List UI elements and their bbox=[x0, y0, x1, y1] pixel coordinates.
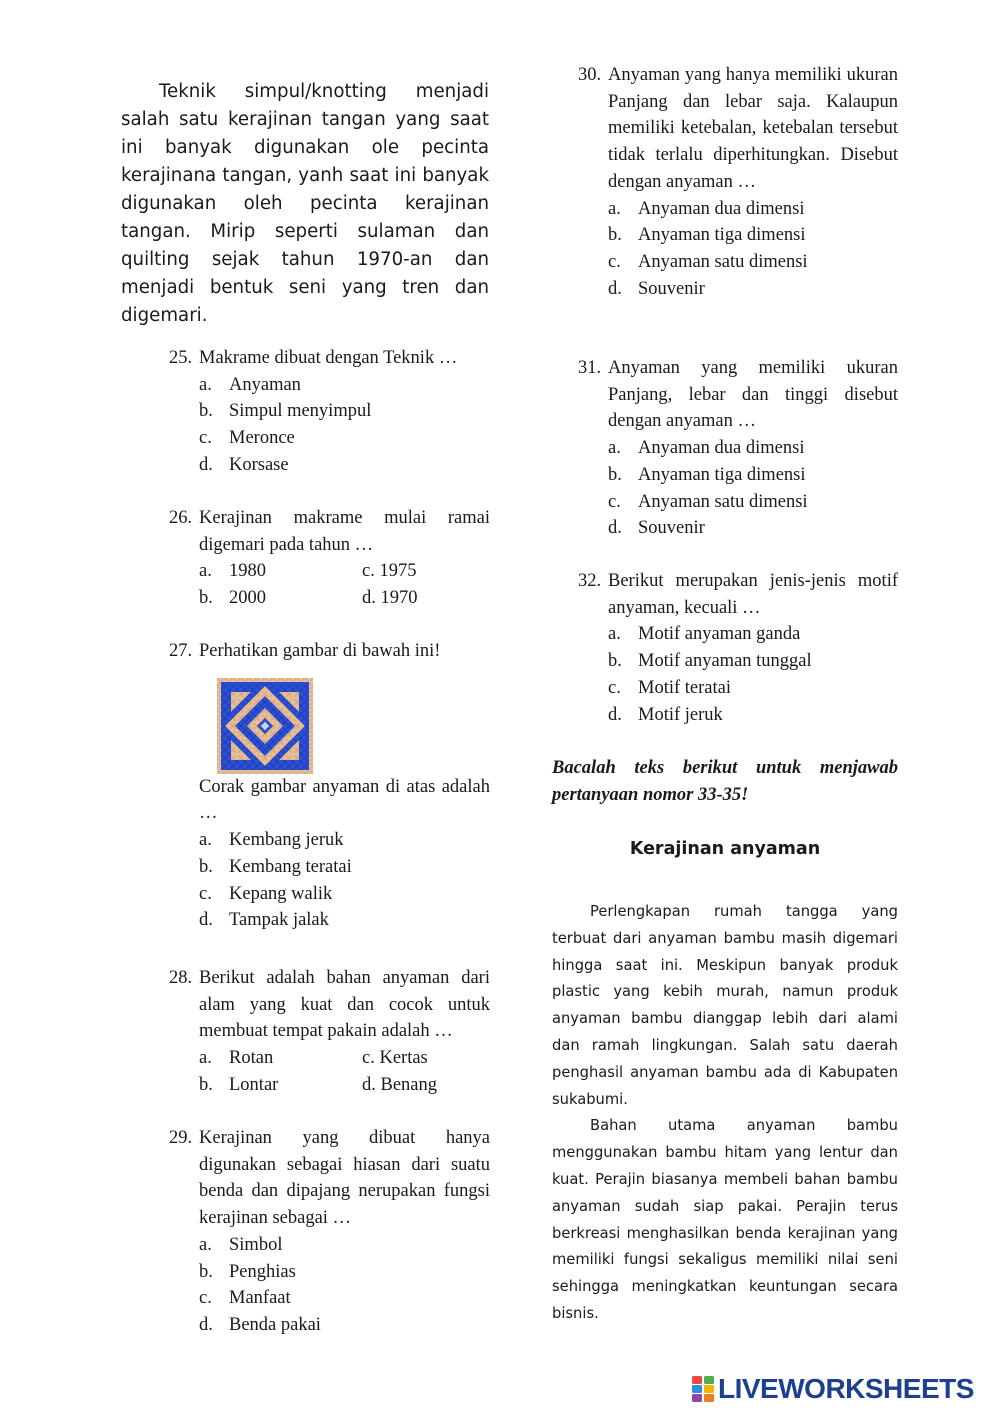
option-letter: d. bbox=[608, 278, 622, 299]
option-letter: a. bbox=[199, 1048, 212, 1069]
option-letter: d. bbox=[199, 1314, 213, 1335]
option-text: Meronce bbox=[229, 428, 295, 449]
option-text: 1970 bbox=[380, 588, 418, 609]
option-text: Benda pakai bbox=[229, 1314, 321, 1335]
option-d[interactable] bbox=[199, 452, 490, 479]
option-text: Motif teratai bbox=[638, 677, 731, 698]
option-a[interactable] bbox=[199, 1045, 362, 1072]
question-30 bbox=[578, 62, 898, 302]
option-letter: a. bbox=[199, 1234, 212, 1255]
option-text: Kembang teratai bbox=[229, 856, 352, 877]
reading-passage bbox=[552, 899, 898, 1328]
option-letter: c. bbox=[608, 251, 621, 272]
option-b[interactable] bbox=[199, 585, 362, 612]
option-b[interactable] bbox=[199, 398, 490, 425]
option-text: Souvenir bbox=[638, 518, 705, 539]
option-letter: d. bbox=[608, 518, 622, 539]
option-letter: c. bbox=[362, 1048, 375, 1069]
option-text: Souvenir bbox=[638, 278, 705, 299]
option-letter: b. bbox=[608, 464, 622, 485]
option-d[interactable] bbox=[199, 1312, 490, 1339]
option-a[interactable] bbox=[199, 558, 362, 585]
option-letter: a. bbox=[199, 830, 212, 851]
option-a[interactable] bbox=[199, 372, 490, 399]
option-letter: c. bbox=[199, 883, 212, 904]
question-26 bbox=[169, 505, 490, 612]
option-text: Simpul menyimpul bbox=[229, 401, 372, 422]
option-letter: d. bbox=[608, 704, 622, 725]
option-text: Anyaman dua dimensi bbox=[638, 198, 805, 219]
option-letter: a. bbox=[199, 561, 212, 582]
option-text: 1980 bbox=[229, 561, 266, 582]
option-letter: a. bbox=[608, 438, 621, 459]
option-text: Penghias bbox=[229, 1261, 296, 1282]
option-b[interactable] bbox=[199, 1072, 362, 1099]
option-text: Kertas bbox=[379, 1048, 428, 1069]
option-letter: b. bbox=[199, 1261, 213, 1282]
option-text: 2000 bbox=[229, 588, 266, 609]
question-number: 31. bbox=[578, 358, 602, 378]
option-letter: b. bbox=[608, 651, 622, 672]
option-letter: c. bbox=[608, 677, 621, 698]
weave-pattern-image bbox=[217, 678, 313, 774]
option-b[interactable] bbox=[608, 648, 898, 675]
option-c[interactable] bbox=[362, 1045, 490, 1072]
option-c[interactable] bbox=[199, 1285, 490, 1312]
question-number: 28. bbox=[169, 968, 193, 988]
option-a[interactable] bbox=[608, 435, 898, 462]
option-letter: b. bbox=[199, 401, 213, 422]
option-d[interactable] bbox=[199, 907, 490, 934]
option-text: Motif jeruk bbox=[638, 704, 723, 725]
option-text: Benang bbox=[380, 1074, 438, 1095]
question-text: Berikut merupakan jenis-jenis motif anyaman, kecuali … bbox=[608, 571, 898, 618]
option-c[interactable] bbox=[362, 558, 490, 585]
option-c[interactable] bbox=[199, 881, 490, 908]
option-text: Rotan bbox=[229, 1048, 274, 1069]
question-31 bbox=[578, 355, 898, 542]
question-25 bbox=[169, 345, 490, 479]
option-letter: d. bbox=[199, 910, 213, 931]
option-text: Lontar bbox=[229, 1074, 279, 1095]
liveworksheets-logo-icon bbox=[692, 1376, 714, 1402]
question-text: Kerajinan makrame mulai ramai digemari pada tahun … bbox=[199, 508, 490, 555]
option-text: Motif anyaman tunggal bbox=[638, 651, 812, 672]
option-letter: c. bbox=[362, 561, 375, 582]
option-text: Kepang walik bbox=[229, 883, 333, 904]
option-text: 1975 bbox=[379, 561, 417, 582]
option-letter: b. bbox=[199, 1074, 213, 1095]
option-text: Anyaman tiga dimensi bbox=[638, 225, 806, 246]
reading-paragraph: Bahan utama anyaman bambu menggunakan bambu hitam yang lentur dan kuat. Perajin biasanya membeli bahan bambu anyaman sudah siap pakai. Perajin terus berkreasi menghasilkan benda kerajinan yang memiliki fungsi sekaligus memiliki nilai seni sehingga meningkatkan keuntungan secara bisnis. bbox=[552, 1117, 898, 1322]
option-text: Anyaman tiga dimensi bbox=[638, 464, 806, 485]
option-text: Anyaman satu dimensi bbox=[638, 491, 808, 512]
question-number: 25. bbox=[169, 348, 193, 368]
option-c[interactable] bbox=[199, 425, 490, 452]
option-text: Motif anyaman ganda bbox=[638, 624, 801, 645]
question-number: 26. bbox=[169, 508, 193, 528]
option-a[interactable] bbox=[199, 1232, 490, 1259]
option-letter: a. bbox=[608, 198, 621, 219]
question-text: Anyaman yang memiliki ukuran Panjang, lebar dan tinggi disebut dengan anyaman … bbox=[608, 358, 898, 432]
option-b[interactable] bbox=[199, 1259, 490, 1286]
option-letter: b. bbox=[608, 225, 622, 246]
option-letter: b. bbox=[199, 856, 213, 877]
option-text: Kembang jeruk bbox=[229, 830, 344, 851]
option-d[interactable] bbox=[608, 276, 898, 303]
question-text: Makrame dibuat dengan Teknik … bbox=[199, 348, 458, 368]
option-letter: c. bbox=[608, 491, 621, 512]
question-number: 30. bbox=[578, 65, 602, 85]
reading-instruction: Bacalah teks berikut untuk menjawab pertanyaan nomor 33-35! bbox=[552, 758, 898, 805]
option-letter: c. bbox=[199, 1288, 212, 1309]
option-a[interactable] bbox=[608, 621, 898, 648]
question-number: 27. bbox=[169, 641, 193, 661]
question-text: Anyaman yang hanya memiliki ukuran Panjang dan lebar saja. Kalaupun memiliki ketebalan, ketebalan tersebut tidak terlalu diperhitungkan. Disebut dengan anyaman … bbox=[608, 65, 898, 192]
logo-text: LIVEWORKSHEETS bbox=[718, 1373, 974, 1404]
option-c[interactable] bbox=[608, 489, 898, 516]
liveworksheets-logo bbox=[692, 1374, 974, 1404]
question-number: 29. bbox=[169, 1128, 193, 1148]
option-a[interactable] bbox=[608, 196, 898, 223]
option-c[interactable] bbox=[608, 249, 898, 276]
option-letter: a. bbox=[199, 374, 212, 395]
question-text: Berikut adalah bahan anyaman dari alam yang kuat dan cocok untuk membuat tempat pakain adalah … bbox=[199, 968, 490, 1042]
option-text: Manfaat bbox=[229, 1288, 291, 1309]
option-letter: d. bbox=[362, 1074, 376, 1095]
option-d[interactable] bbox=[362, 585, 490, 612]
reading-paragraph: Perlengkapan rumah tangga yang terbuat dari anyaman bambu masih digemari hingga saat ini. Meskipun banyak produk plastic yang kebih murah, namun produk anyaman bambu dianggap lebih dari alami dan ramah lingkungan. Salah satu daerah penghasil anyaman bambu ada di Kabupaten sukabumi. bbox=[552, 903, 898, 1108]
option-d[interactable] bbox=[608, 702, 898, 729]
option-b[interactable] bbox=[608, 222, 898, 249]
option-letter: c. bbox=[199, 428, 212, 449]
option-letter: d. bbox=[199, 454, 213, 475]
option-d[interactable] bbox=[362, 1072, 490, 1099]
option-a[interactable] bbox=[199, 827, 490, 854]
question-subtext: Corak gambar anyaman di atas adalah … bbox=[199, 776, 490, 824]
question-number: 32. bbox=[578, 571, 602, 591]
reading-title: Kerajinan anyaman bbox=[629, 839, 821, 859]
option-d[interactable] bbox=[608, 515, 898, 542]
option-letter: a. bbox=[608, 624, 621, 645]
option-text: Simbol bbox=[229, 1234, 283, 1255]
option-b[interactable] bbox=[608, 462, 898, 489]
question-28 bbox=[169, 965, 490, 1099]
option-text: Anyaman dua dimensi bbox=[638, 438, 805, 459]
option-text: Anyaman bbox=[229, 374, 301, 395]
option-text: Korsase bbox=[229, 454, 289, 475]
option-letter: b. bbox=[199, 588, 213, 609]
question-text: Perhatikan gambar di bawah ini! bbox=[199, 641, 441, 661]
option-c[interactable] bbox=[608, 675, 898, 702]
question-29 bbox=[169, 1125, 490, 1339]
option-text: Tampak jalak bbox=[229, 910, 329, 931]
option-b[interactable] bbox=[199, 854, 490, 881]
option-letter: d. bbox=[362, 588, 376, 609]
question-text: Kerajinan yang dibuat hanya digunakan sebagai hiasan dari suatu benda dan dipajang nerupakan fungsi kerajinan sebagai … bbox=[199, 1128, 490, 1229]
question-32 bbox=[578, 568, 898, 728]
option-text: Anyaman satu dimensi bbox=[638, 251, 808, 272]
intro-paragraph: Teknik simpul/knotting menjadi salah satu kerajinan tangan yang saat ini banyak digunakan ole pecinta kerajinana tangan, yanh saat ini banyak digunakan oleh pecinta kerajinan tangan. Mirip seperti sulaman dan quilting sejak tahun 1970-an dan menjadi bentuk seni yang tren dan digemari. bbox=[121, 81, 489, 326]
